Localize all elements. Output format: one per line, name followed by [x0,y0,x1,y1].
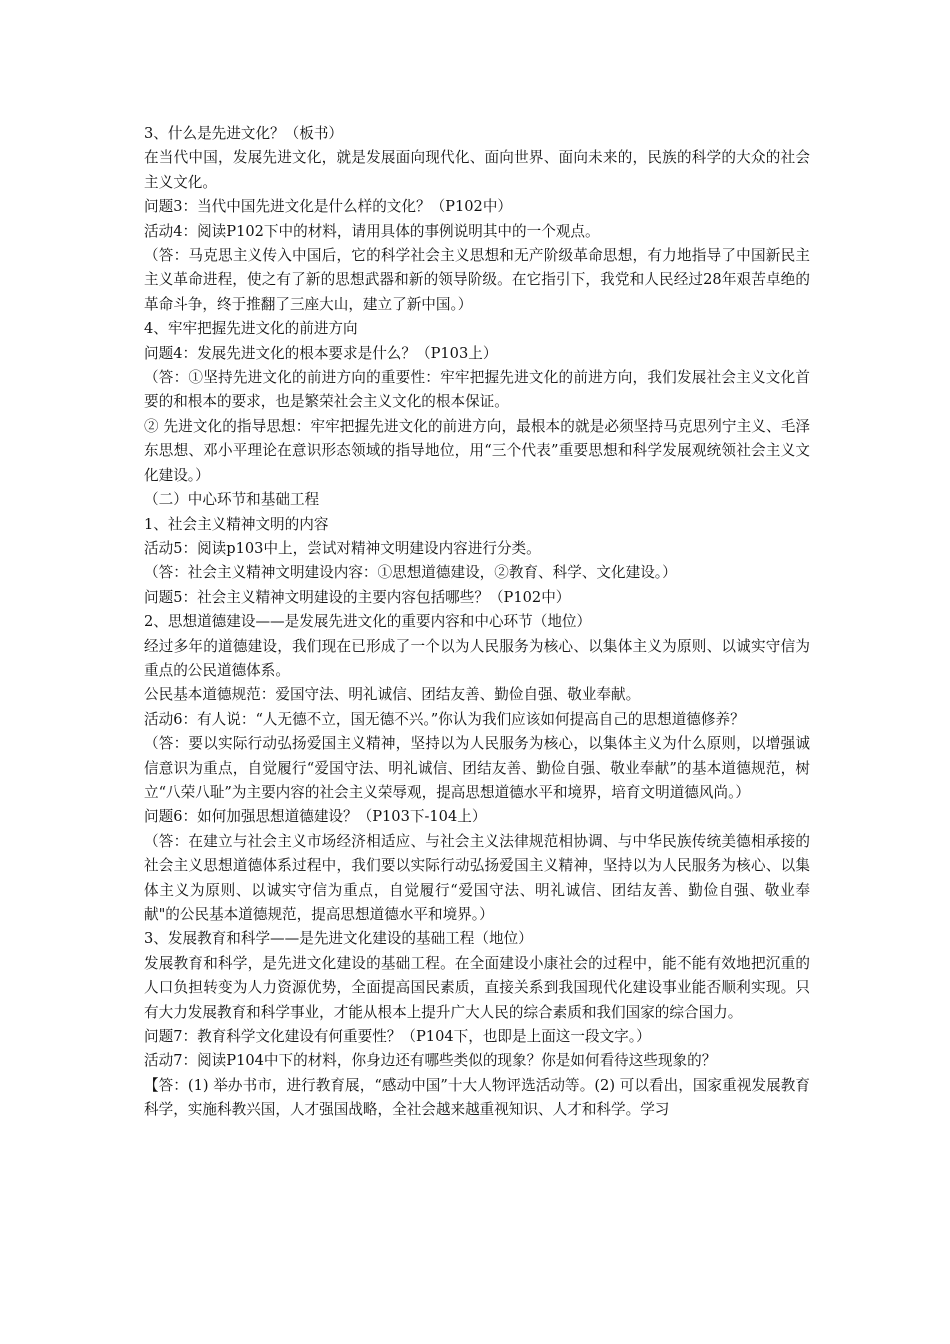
answer-question-4-part-1: （答：①坚持先进文化的前进方向的重要性：牢牢把握先进文化的前进方向，我们发展社会主义文化首要的和根本的要求，也是繁荣社会主义文化的根本保证。 [144,369,810,411]
question-5: 问题5：社会主义精神文明建设的主要内容包括哪些？（P102中） [144,588,571,606]
document-page [144,122,810,1123]
paragraph-moral-norms: 公民基本道德规范：爱国守法、明礼诚信、团结友善、勤俭自强、敬业奉献。 [144,686,641,704]
activity-7: 活动7：阅读P104中下的材料，你身边还有哪些类似的现象？你是如何看待这些现象的？ [144,1052,717,1070]
heading-what-is-advanced-culture: 3、什么是先进文化？（板书） [144,125,344,142]
heading-moral-construction: 2、思想道德建设——是发展先进文化的重要内容和中心环节（地位） [144,613,592,631]
paragraph-moral-system: 经过多年的道德建设，我们现在已形成了一个以为人民服务为核心、以集体主义为原则、以诚实守信为重点的公民道德体系。 [144,637,810,679]
answer-activity-4: （答：马克思主义传入中国后，它的科学社会主义思想和无产阶级革命思想，有力地指导了中国新民主主义革命进程，使之有了新的思想武器和新的领导阶级。在它指引下，我党和人民经过28年艰苦卓绝的革命斗争，终于推翻了三座大山，建立了新中国。） [144,247,810,313]
heading-education-science: 3、发展教育和科学——是先进文化建设的基础工程（地位） [144,930,533,948]
answer-question-4-part-2: ② 先进文化的指导思想：牢牢把握先进文化的前进方向，最根本的就是必须坚持马克思列宁主义、毛泽东思想、邓小平理论在意识形态领域的指导地位，用“三个代表”重要思想和科学发展观统领社会主义文化建设。） [144,417,810,484]
answer-activity-5: （答：社会主义精神文明建设内容：①思想道德建设，②教育、科学、文化建设。） [144,564,677,582]
question-7: 问题7：教育科学文化建设有何重要性？（P104下，也即是上面这一段文字。） [144,1028,651,1046]
question-3: 问题3：当代中国先进文化是什么样的文化？（P102中） [144,198,513,216]
answer-activity-7: 【答：(1) 举办书市，进行教育展，“感动中国”十大人物评选活动等。(2) 可以看出，国家重视发展教育科学，实施科教兴国，人才强国战略，全社会越来越重视知识、人才和科学。学习 [144,1076,810,1119]
heading-spiritual-civilization: 1、社会主义精神文明的内容 [144,515,329,533]
activity-4: 活动4：阅读P102下中的材料，请用具体的事例说明其中的一个观点。 [144,222,600,240]
heading-section-2: （二）中心环节和基础工程 [144,491,320,509]
answer-activity-6: （答：要以实际行动弘扬爱国主义精神，坚持以为人民服务为核心，以集体主义为什么原则，以增强诚信意识为重点，自觉履行“爱国守法、明礼诚信、团结友善、勤俭自强、敬业奉献”的基本道德规范，树立“八荣八耻”为主要内容的社会主义荣辱观，提高思想道德水平和境界，培育文明道德风尚。） [144,735,810,801]
question-4: 问题4：发展先进文化的根本要求是什么？（P103上） [144,344,498,362]
activity-6: 活动6：有人说：“人无德不立，国无德不兴。”你认为我们应该如何提高自己的思想道德修养？ [144,710,745,728]
answer-question-6: （答：在建立与社会主义市场经济相适应、与社会主义法律规范相协调、与中华民族传统美德相承接的社会主义思想道德体系过程中，我们要以实际行动弘扬爱国主义精神，坚持以为人民服务为核心、以集体主义为原则、以诚实守信为重点，自觉履行“爱国守法、明礼诚信、团结友善、勤俭自强、敬业奉献"的公民基本道德规范，提高思想道德水平和境界。） [144,832,810,923]
question-6: 问题6：如何加强思想道德建设？（P103下-104上） [144,808,487,826]
heading-direction: 4、牢牢把握先进文化的前进方向 [144,320,358,338]
paragraph-definition: 在当代中国，发展先进文化，就是发展面向现代化、面向世界、面向未来的，民族的科学的大众的社会主义文化。 [144,149,810,191]
paragraph-education-science: 发展教育和科学，是先进文化建设的基础工程。在全面建设小康社会的过程中，能不能有效地把沉重的人口负担转变为人力资源优势，全面提高国民素质，直接关系到我国现代化建设事业能否顺利实现。只有大力发展教育和科学事业，才能从根本上提升广大人民的综合素质和我们国家的综合国力。 [144,954,810,1021]
activity-5: 活动5：阅读p103中上，尝试对精神文明建设内容进行分类。 [144,539,541,557]
